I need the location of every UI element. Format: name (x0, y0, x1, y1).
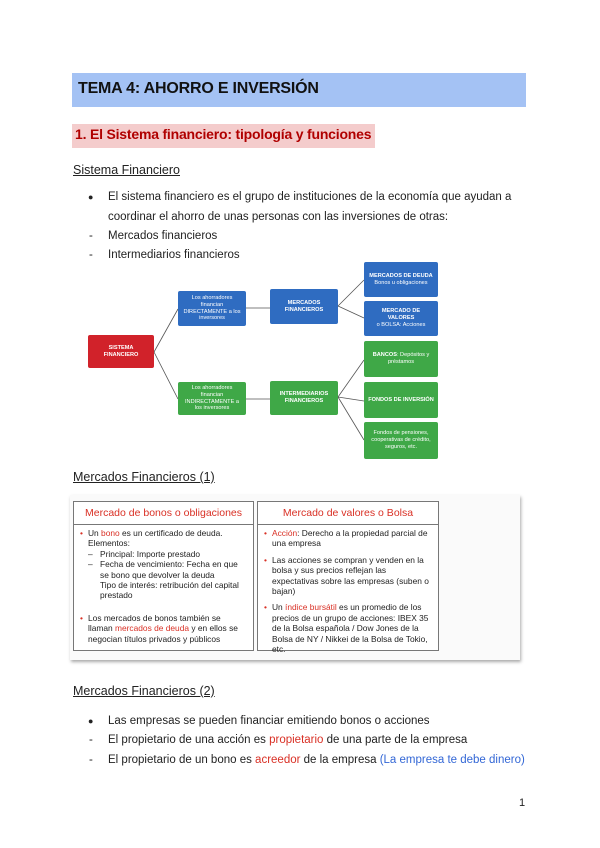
bono-term: bono (101, 528, 120, 538)
bolsa-column-header: Mercado de valores o Bolsa (258, 502, 438, 525)
indice-term: índice bursátil (285, 602, 337, 613)
deuda-sub: Bonos u obligaciones (374, 279, 428, 286)
mf2-dash2: El propietario de un bono es acreedor de la empresa (La empresa te debe dinero) (108, 754, 525, 766)
accion-term: Acción (272, 528, 298, 538)
bonos-item: • Un bono es un certificado de deuda. Elementos: (80, 528, 223, 549)
diagram-mercados-node: MERCADOS FINANCIEROS (270, 289, 338, 324)
bonos-item: • Los mercados de bonos también se llaman mercados de deuda y en ellos se negocian títulos privados y públicos (80, 612, 238, 644)
bonos-subitem: – Fecha de vencimiento: Fecha en que se bono que devolver la deuda (88, 559, 238, 580)
diagram-fondos-node: FONDOS DE INVERSIÓN (364, 382, 438, 418)
bolsa-item: • Acción: Derecho a la propiedad parcial de una empresa (264, 528, 428, 549)
diagram-intermediarios-node: INTERMEDIARIOS FINANCIEROS (270, 381, 338, 415)
valores-sub: o BOLSA: Acciones (376, 321, 426, 328)
dash-marker: - (89, 249, 93, 261)
bonos-subitem-cont: Tipo de interés: retribución del capital prestado (100, 580, 239, 601)
bancos-sub: : Depósitos y préstamos (387, 352, 430, 365)
section-title: 1. El Sistema financiero: tipología y funciones (72, 124, 375, 148)
dash-marker: - (89, 734, 93, 746)
sistema-bullet-line1: El sistema financiero es el grupo de instituciones de la economía que ayudan a (108, 191, 512, 203)
acreedor-term: acreedor (255, 754, 301, 766)
bonos-column (73, 501, 254, 651)
bonos-column-header: Mercado de bonos o obligaciones (74, 502, 253, 525)
mf2-heading: Mercados Financieros (2) (73, 684, 215, 698)
deuda-title: MERCADOS DE DEUDA (369, 272, 433, 279)
mercados-table (70, 495, 520, 660)
bonos-subitem: – Principal: Importe prestado (88, 548, 201, 559)
sistema-dash1: Mercados financieros (108, 230, 218, 242)
bancos-title: BANCOS (372, 352, 397, 359)
mercados-deuda-term: mercados de deuda (115, 623, 190, 634)
sistema-dash2: Intermediarios financieros (108, 249, 240, 261)
page-number: 1 (519, 797, 526, 809)
valores-title: MERCADO DE VALORES (381, 308, 421, 321)
bolsa-column (257, 501, 439, 655)
dash-marker: - (89, 230, 93, 242)
bullet-dot: • (264, 554, 267, 565)
diagram-deuda-node (364, 262, 438, 297)
mf2-bullet: Las empresas se pueden financiar emitiendo bonos o acciones (108, 715, 430, 727)
page-title: TEMA 4: AHORRO E INVERSIÓN (78, 80, 319, 97)
diagram-valores-node (364, 301, 438, 336)
dash-marker: - (89, 754, 93, 766)
diagram-otros-node: Fondos de pensiones, cooperativas de crédito, seguros, etc. (364, 422, 438, 459)
diagram-bancos-node (364, 341, 438, 377)
diagram-direct-desc: Los ahorradores financian DIRECTAMENTE a los inversores (178, 291, 246, 326)
sistema-bullet-line2: coordinar el ahorro de unas personas con las inversiones de otras: (108, 211, 449, 223)
bolsa-item: • Las acciones se compran y venden en la bolsa y sus precios reflejan las expectativas sobre las empresas (suben o bajan) (264, 554, 429, 597)
mf1-heading: Mercados Financieros (1) (73, 470, 215, 484)
propietario-term: propietario (269, 734, 324, 746)
sistema-heading: Sistema Financiero (73, 163, 180, 177)
debe-dinero-note: (La empresa te debe dinero) (379, 754, 525, 766)
diagram-root-node: SISTEMA FINANCIERO (88, 335, 154, 368)
mf2-dash1: El propietario de una acción es propietario de una parte de la empresa (108, 734, 468, 746)
diagram-indirect-desc: Los ahorradores financian INDIRECTAMENTE a los inversores (178, 382, 246, 415)
bolsa-item: • Un índice bursátil es un promedio de los precios de un grupo de acciones: IBEX 35 de la Bolsa española / Dow Jones de la Bolsa de NY / Nikkei de la Bolsa de Tokio, etc. (264, 602, 429, 655)
